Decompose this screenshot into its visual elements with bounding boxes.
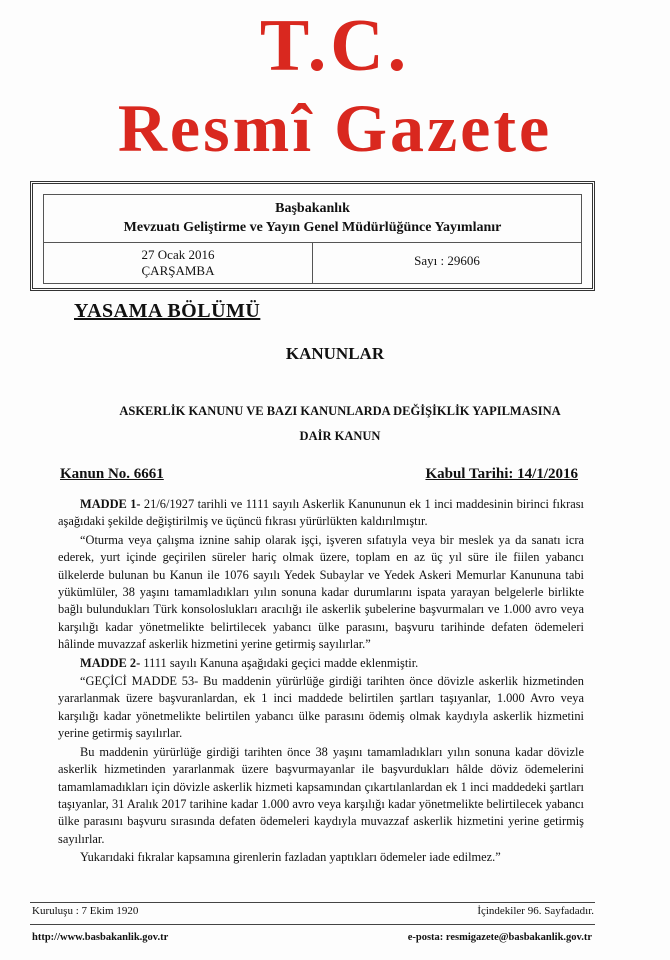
header-date-cell bbox=[44, 243, 312, 283]
issue-weekday: ÇARŞAMBA bbox=[141, 263, 215, 278]
issue-number: Sayı : 29606 bbox=[312, 243, 581, 283]
temporary-article-53: “GEÇİCİ MADDE 53- Bu maddenin yürürlüğe girdiği tarihten önce dövizle askerlik hizmetinden yararlanmak üzere başvuranlardan, ek 1 inci maddede belirtilen şartları taşıyanlar, 1.000 Avro veya karşılığı kadar yönetmelikte belirtilen yabancı ülke parasını ödemiş olmak kaydıyla askerlik hizmetini yerine getirmiş sayılırlar. bbox=[58, 674, 584, 741]
header-subtitle: Mevzuatı Geliştirme ve Yayın Genel Müdürlüğünce Yayımlanır bbox=[123, 220, 502, 235]
founded-note: Kuruluşu : 7 Ekim 1920 bbox=[32, 905, 139, 917]
contents-note: İçindekiler 96. Sayfadadır. bbox=[477, 905, 594, 917]
category-heading: KANUNLAR bbox=[285, 344, 385, 363]
footer-rule-bottom bbox=[30, 924, 595, 925]
law-title-line2: DAİR KANUN bbox=[299, 429, 381, 443]
section-heading: YASAMA BÖLÜMÜ bbox=[74, 300, 261, 322]
law-number: Kanun No. 6661 bbox=[60, 466, 164, 482]
law-title-line1: ASKERLİK KANUNU VE BAZI KANUNLARDA DEĞİŞİKLİK YAPILMASINA bbox=[119, 404, 561, 418]
article-2 bbox=[58, 655, 584, 672]
article-1-label: MADDE 1- bbox=[80, 497, 141, 511]
acceptance-date: Kabul Tarihi: 14/1/2016 bbox=[425, 466, 578, 482]
law-title bbox=[90, 399, 590, 449]
header-box bbox=[30, 181, 595, 291]
footer-rule-top bbox=[30, 902, 595, 903]
law-body bbox=[58, 496, 584, 867]
header-office: Başbakanlık bbox=[275, 201, 350, 216]
article-1-quote: “Oturma veya çalışma iznine sahip olarak işçi, işveren sıfatıyla veya bir meslek ya da sanatı icra ederek, yurt içinde geçirilen süreler hariç olmak üzere, toplam en az üç yıl süre ile fiilen yabancı ülkelerde bulunan bu Kanun ile 1076 sayılı Yedek Subaylar ve Yedek Askeri Memurlar Kanununa tabi yükümlüler, 38 yaşını tamamladıkları yılın sonuna kadar durumlarını ispata yarayan belgelerle birlikte bağlı bulundukları Türk konsoloslukları aracılığı ile askerlik şubelerine başvurmaları ve 1.000 avro veya karşılığı kadar yönetmelikte belirtilecek yabancı ülke parasını, başvuru tarihinde defaten ödemeleri hâlinde muvazzaf askerlik hizmetini yerine getirmiş sayılırlar.” bbox=[58, 532, 584, 652]
temporary-article-53-para2: Bu maddenin yürürlüğe girdiği tarihten önce 38 yaşını tamamladıkları yılın sonuna kadar dövizle askerlik hizmetinden yararlanmak üzere başvurmayanlar ile başvurdukları hâlde döviz ödemelerini tamamlamadıkları için dövizle askerlik hizmeti kapsamından çıkartılanlardan ek 1 inci maddedeki şartları taşıyanlar, 31 Aralık 2017 tarihine kadar 1.000 avro veya karşılığı kadar yönetmelikte belirtilecek yabancı ülke parasını başvuru sırasında defaten ödemeleri kaydıyla muvazzaf askerlik hizmetini yerine getirmiş sayılırlar. bbox=[58, 744, 584, 846]
header-publisher bbox=[43, 194, 582, 242]
article-1-text: 21/6/1927 tarihli ve 1111 sayılı Askerlik Kanununun ek 1 inci maddesinin birinci fıkrası aşağıdaki şekilde değiştirilmiş ve üçüncü fıkrası yürürlükten kaldırılmıştır. bbox=[58, 497, 584, 529]
issue-date: 27 Ocak 2016 bbox=[141, 247, 215, 262]
website-link[interactable]: http://www.basbakanlik.gov.tr bbox=[32, 932, 169, 943]
header-issue-row bbox=[43, 242, 582, 284]
article-1 bbox=[58, 496, 584, 531]
masthead-title: Resmî Gazete bbox=[117, 90, 553, 166]
article-2-label: MADDE 2- bbox=[80, 655, 141, 670]
article-2-text: 1111 sayılı Kanuna aşağıdaki geçici madde eklenmiştir. bbox=[140, 655, 419, 670]
masthead-tc: T.C. bbox=[259, 5, 411, 87]
email-link[interactable]: e-posta: resmigazete@basbakanlik.gov.tr bbox=[407, 932, 592, 943]
temporary-article-53-para3: Yukarıdaki fıkralar kapsamına girenlerin fazladan yaptıkları ödemeler iade edilmez.” bbox=[80, 850, 501, 865]
